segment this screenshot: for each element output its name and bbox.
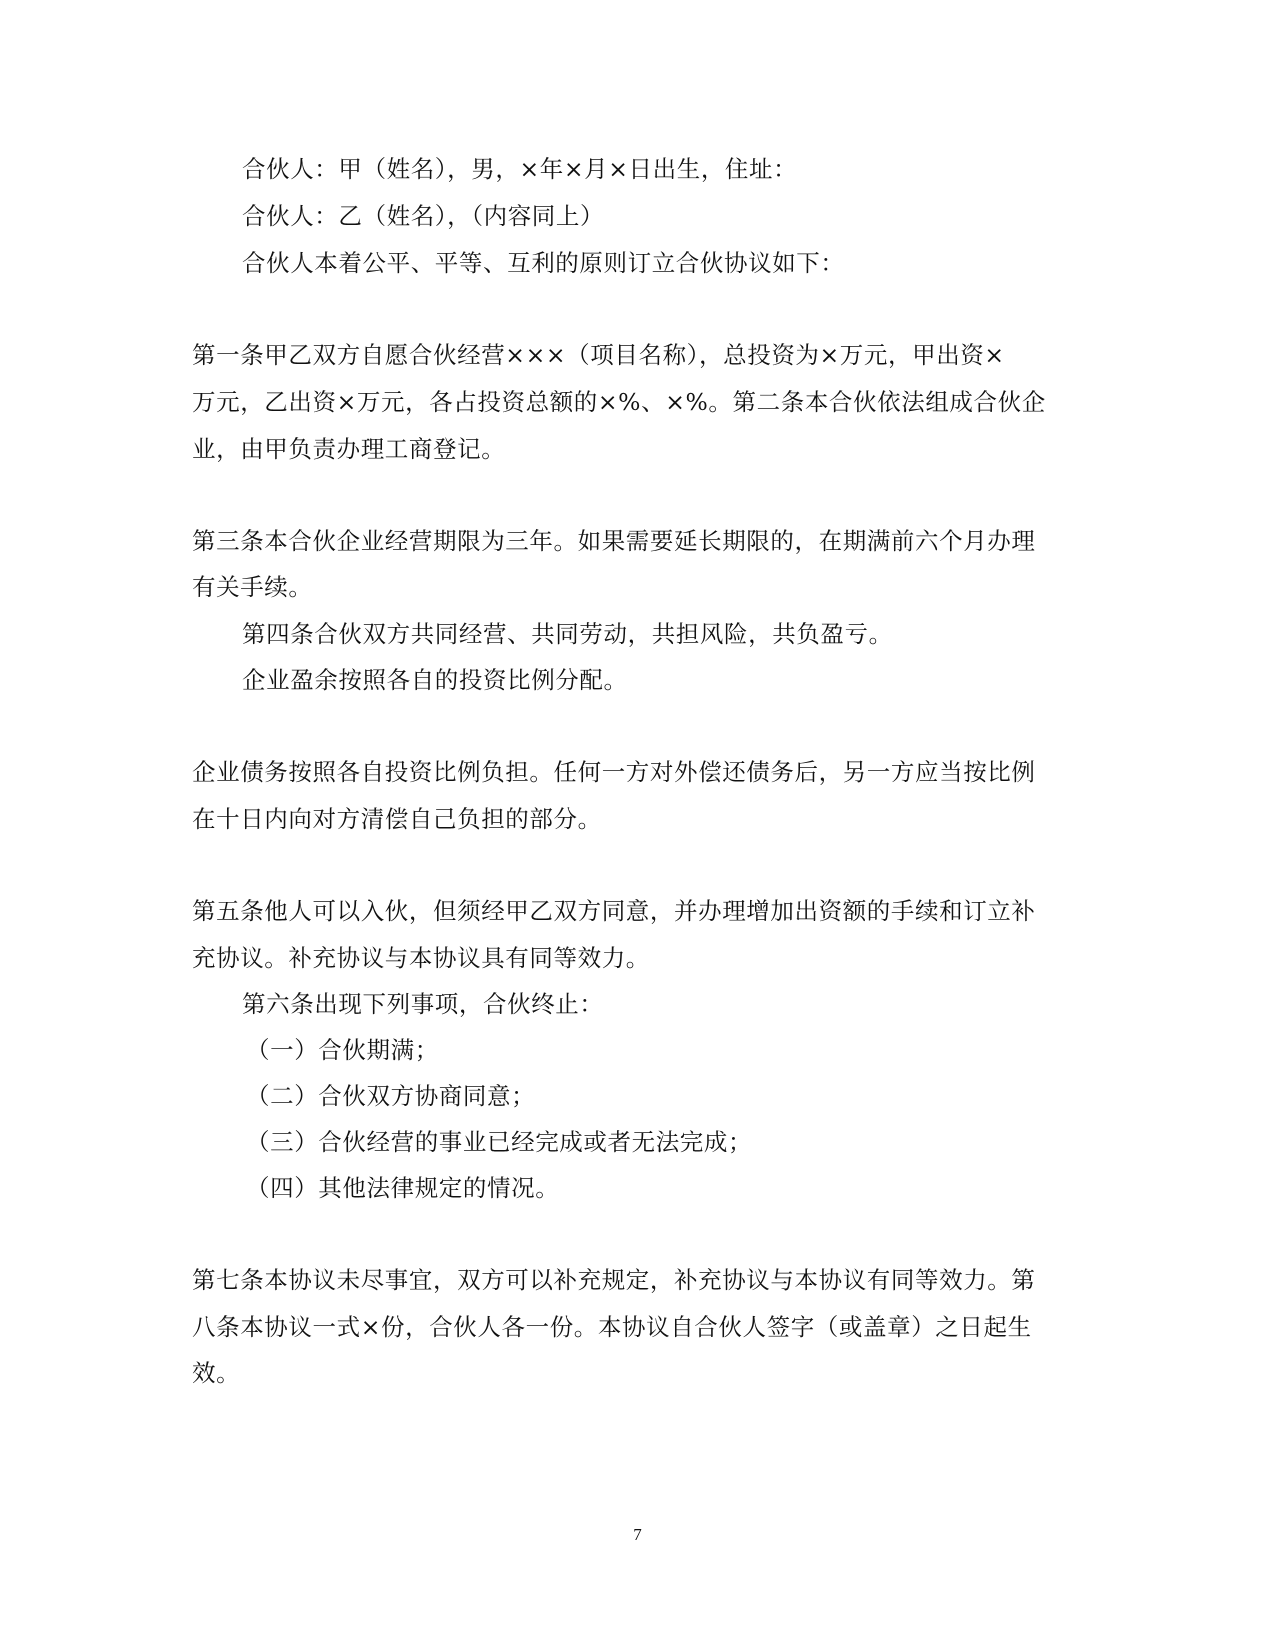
termination-item: （三）合伙经营的事业已经完成或者无法完成； xyxy=(246,1128,753,1156)
termination-item: （一）合伙期满； xyxy=(246,1036,439,1064)
debt-line: 企业债务按照各自投资比例负担。任何一方对外偿还债务后，另一方应当按比例 xyxy=(192,758,1036,786)
article5-line: 第五条他人可以入伙，但须经甲乙双方同意，并办理增加出资额的手续和订立补 xyxy=(192,897,1036,925)
article1-line: 万元，乙出资×万元，各占投资总额的×%、×%。第二条本合伙依法组成合伙企 xyxy=(192,388,1046,416)
article1-line: 业，由甲负责办理工商登记。 xyxy=(192,435,506,463)
article5-line: 充协议。补充协议与本协议具有同等效力。 xyxy=(192,944,650,972)
article4-line: 第四条合伙双方共同经营、共同劳动，共担风险，共负盈亏。 xyxy=(242,620,893,648)
partner-b-line: 合伙人：乙（姓名），（内容同上） xyxy=(242,202,605,230)
termination-item: （四）其他法律规定的情况。 xyxy=(246,1174,560,1202)
article7-line: 第七条本协议未尽事宜，双方可以补充规定，补充协议与本协议有同等效力。第 xyxy=(192,1266,1036,1294)
article3-line: 第三条本合伙企业经营期限为三年。如果需要延长期限的，在期满前六个月办理 xyxy=(192,527,1036,555)
debt-line: 在十日内向对方清偿自己负担的部分。 xyxy=(192,805,602,833)
page-number: 7 xyxy=(633,1525,642,1544)
article6-line: 第六条出现下列事项，合伙终止： xyxy=(242,990,604,1018)
article3-line: 有关手续。 xyxy=(192,573,313,601)
partner-a-line: 合伙人：甲（姓名），男，×年×月×日出生，住址： xyxy=(242,155,798,183)
intro-line: 合伙人本着公平、平等、互利的原则订立合伙协议如下： xyxy=(242,249,845,277)
profit-line: 企业盈余按照各自的投资比例分配。 xyxy=(242,666,628,694)
article7-line: 效。 xyxy=(192,1359,241,1387)
article1-line: 第一条甲乙双方自愿合伙经营×××（项目名称），总投资为×万元，甲出资× xyxy=(192,341,1005,369)
termination-item: （二）合伙双方协商同意； xyxy=(246,1082,536,1110)
article7-line: 八条本协议一式×份，合伙人各一份。本协议自合伙人签字（或盖章）之日起生 xyxy=(192,1313,1032,1341)
